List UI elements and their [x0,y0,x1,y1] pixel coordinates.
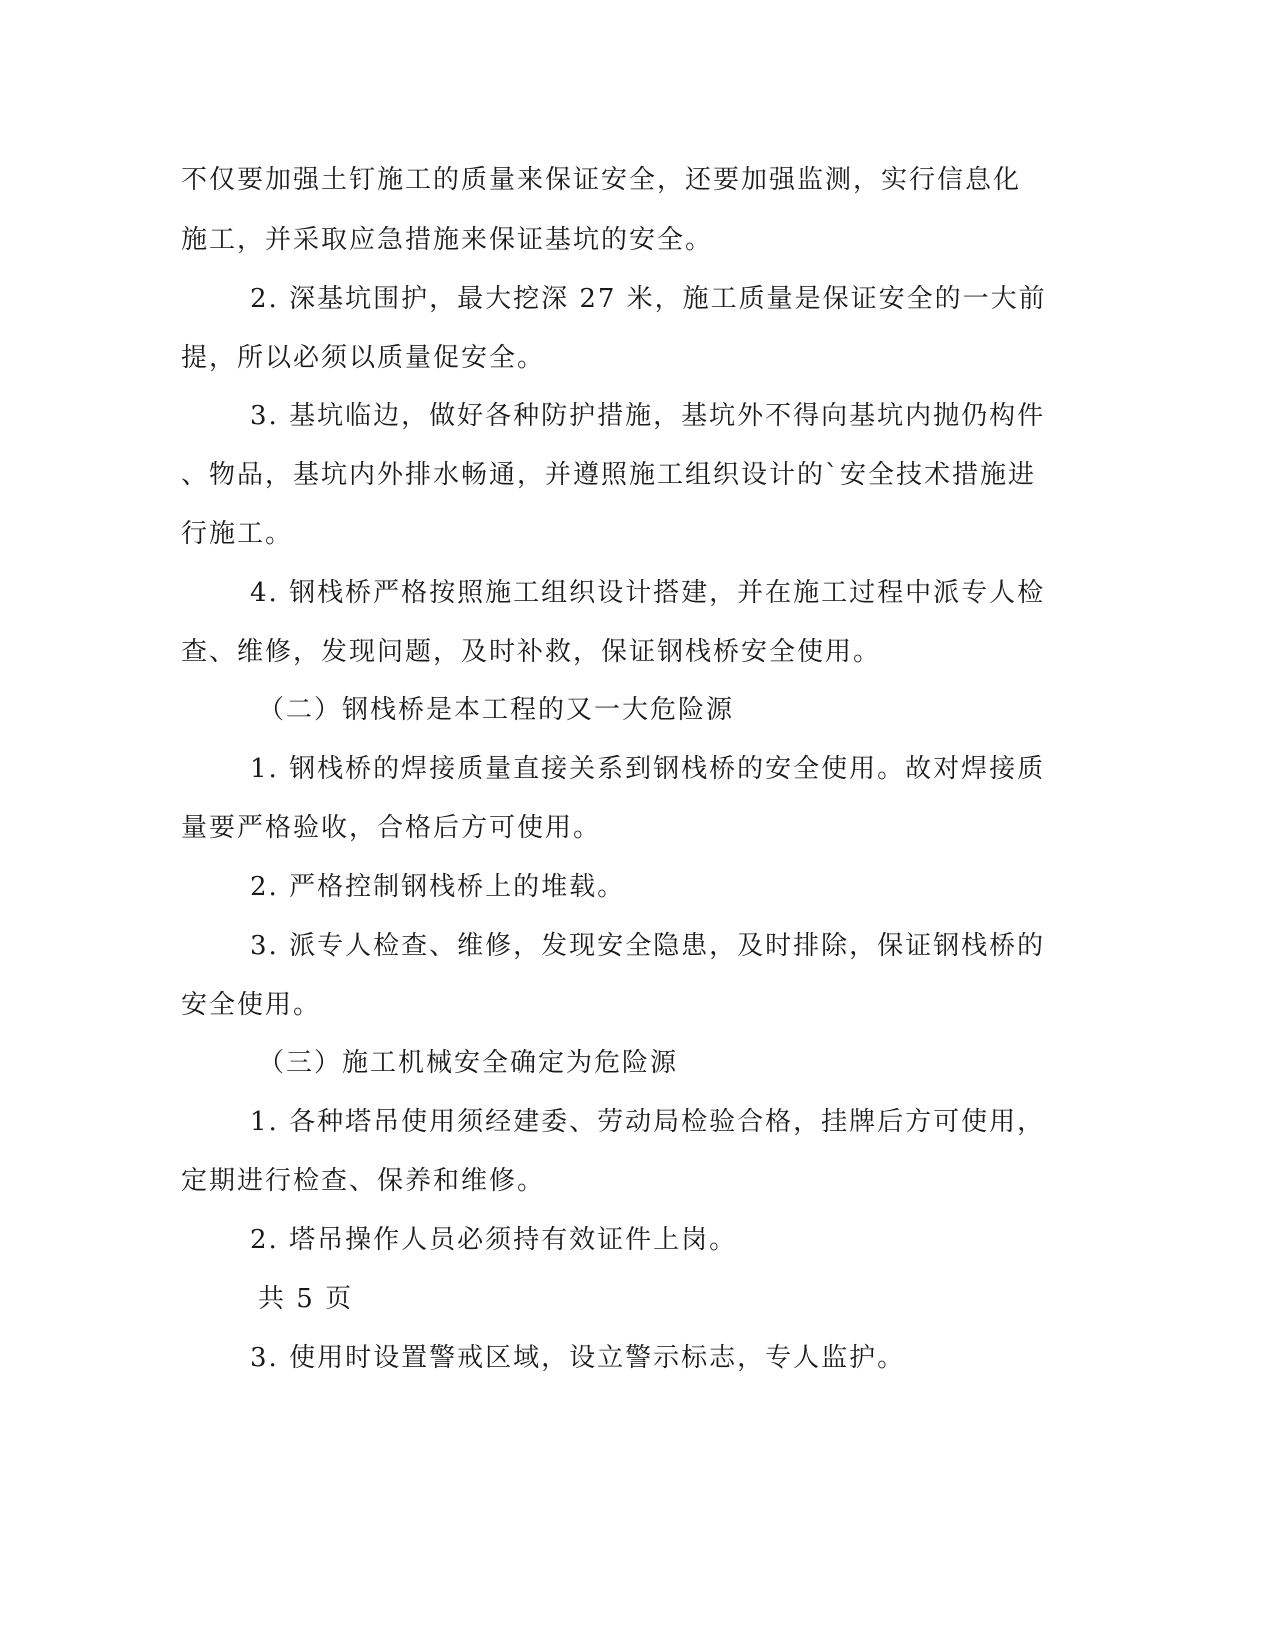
paragraph-line: 施工，并采取应急措施来保证基坑的安全。 [181,225,714,255]
paragraph-line: 量要严格验收，合格后方可使用。 [181,813,602,843]
paragraph-line: 3. 基坑临边，做好各种防护措施，基坑外不得向基坑内抛仍构件 [250,401,1046,431]
section-heading: （二）钢栈桥是本工程的又一大危险源 [258,695,735,725]
paragraph-line: 1. 钢栈桥的焊接质量直接关系到钢栈桥的安全使用。故对焊接质 [250,754,1046,784]
paragraph-line: 4. 钢栈桥严格按照施工组织设计搭建，并在施工过程中派专人检 [250,578,1046,608]
section-heading: （三）施工机械安全确定为危险源 [258,1048,679,1078]
paragraph-line: 、物品，基坑内外排水畅通，并遵照施工组织设计的`安全技术措施进 [181,460,1037,490]
paragraph-line: 提，所以必须以质量促安全。 [181,343,546,373]
page-count: 共 5 页 [258,1284,354,1314]
paragraph-line: 定期进行检查、保养和维修。 [181,1166,546,1196]
paragraph-line: 1. 各种塔吊使用须经建委、劳动局检验合格，挂牌后方可使用， [250,1107,1046,1137]
paragraph-line: 查、维修，发现问题，及时补救，保证钢栈桥安全使用。 [181,637,882,667]
paragraph-line: 行施工。 [181,519,294,549]
paragraph-line: 3. 派专人检查、维修，发现安全隐患，及时排除，保证钢栈桥的 [250,931,1046,961]
paragraph-line: 不仅要加强土钉施工的质量来保证安全，还要加强监测，实行信息化 [181,165,1022,195]
paragraph-line: 2. 严格控制钢栈桥上的堆载。 [250,872,626,902]
paragraph-line: 3. 使用时设置警戒区域，设立警示标志，专人监护。 [250,1343,906,1373]
paragraph-line: 2. 塔吊操作人员必须持有效证件上岗。 [250,1225,738,1255]
paragraph-line: 2. 深基坑围护，最大挖深 27 米，施工质量是保证安全的一大前 [250,284,1047,314]
paragraph-line: 安全使用。 [181,990,322,1020]
